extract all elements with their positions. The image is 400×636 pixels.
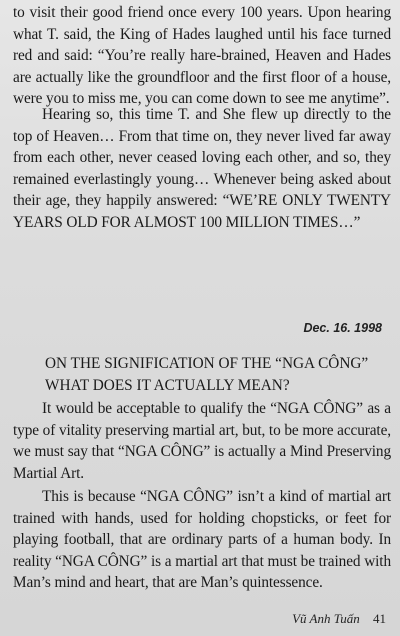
- author-name: Vũ Anh Tuấn: [292, 611, 360, 626]
- section-heading: ON THE SIGNIFICATION OF THE “NGA CÔNG” WHAT DOES IT ACTUALLY MEAN?: [45, 355, 369, 394]
- paragraph-mind-preserving: It would be acceptable to qualify the “NGA CÔNG” as a type of vitality preserving martial art, but, to be more accurate, we must say that “NGA CÔNG” is actually a Mind Preserving Martial Art.: [13, 400, 391, 482]
- paragraph-everlasting-young: Hearing so, this time T. and She flew up directly to the top of Heaven… From that time on, they never lived far away from each other, never ceased loving each other, and so, they remained everlastingly young… Whenever being asked about their age, they happily answered: “WE’RE ONLY TWENTY YEARS OLD FOR ALMOST 100 MILLION TIMES…”: [13, 106, 391, 231]
- paragraph-quintessence: This is because “NGA CÔNG” isn’t a kind of martial art trained with hands, used for holding chopsticks, or feet for playing football, that are ordinary parts of a human body. In reality “NGA CÔNG” is a martial art that must be trained with Man’s mind and heart, that are Man’s quintessence.: [13, 488, 391, 592]
- page-number: 41: [373, 611, 386, 626]
- date-line: Dec. 16. 1998: [303, 321, 382, 335]
- page-footer: [292, 611, 386, 627]
- paragraph-kings-reply: to visit their good friend once every 100 years. Upon hearing what T. said, the King of Hades laughed until his face turned red and said: “You’re really hare-brained, Heaven and Hades are actually like the groundfloor and the first floor of a house, were you to miss me, you can come down to see me anytime”.: [13, 4, 391, 108]
